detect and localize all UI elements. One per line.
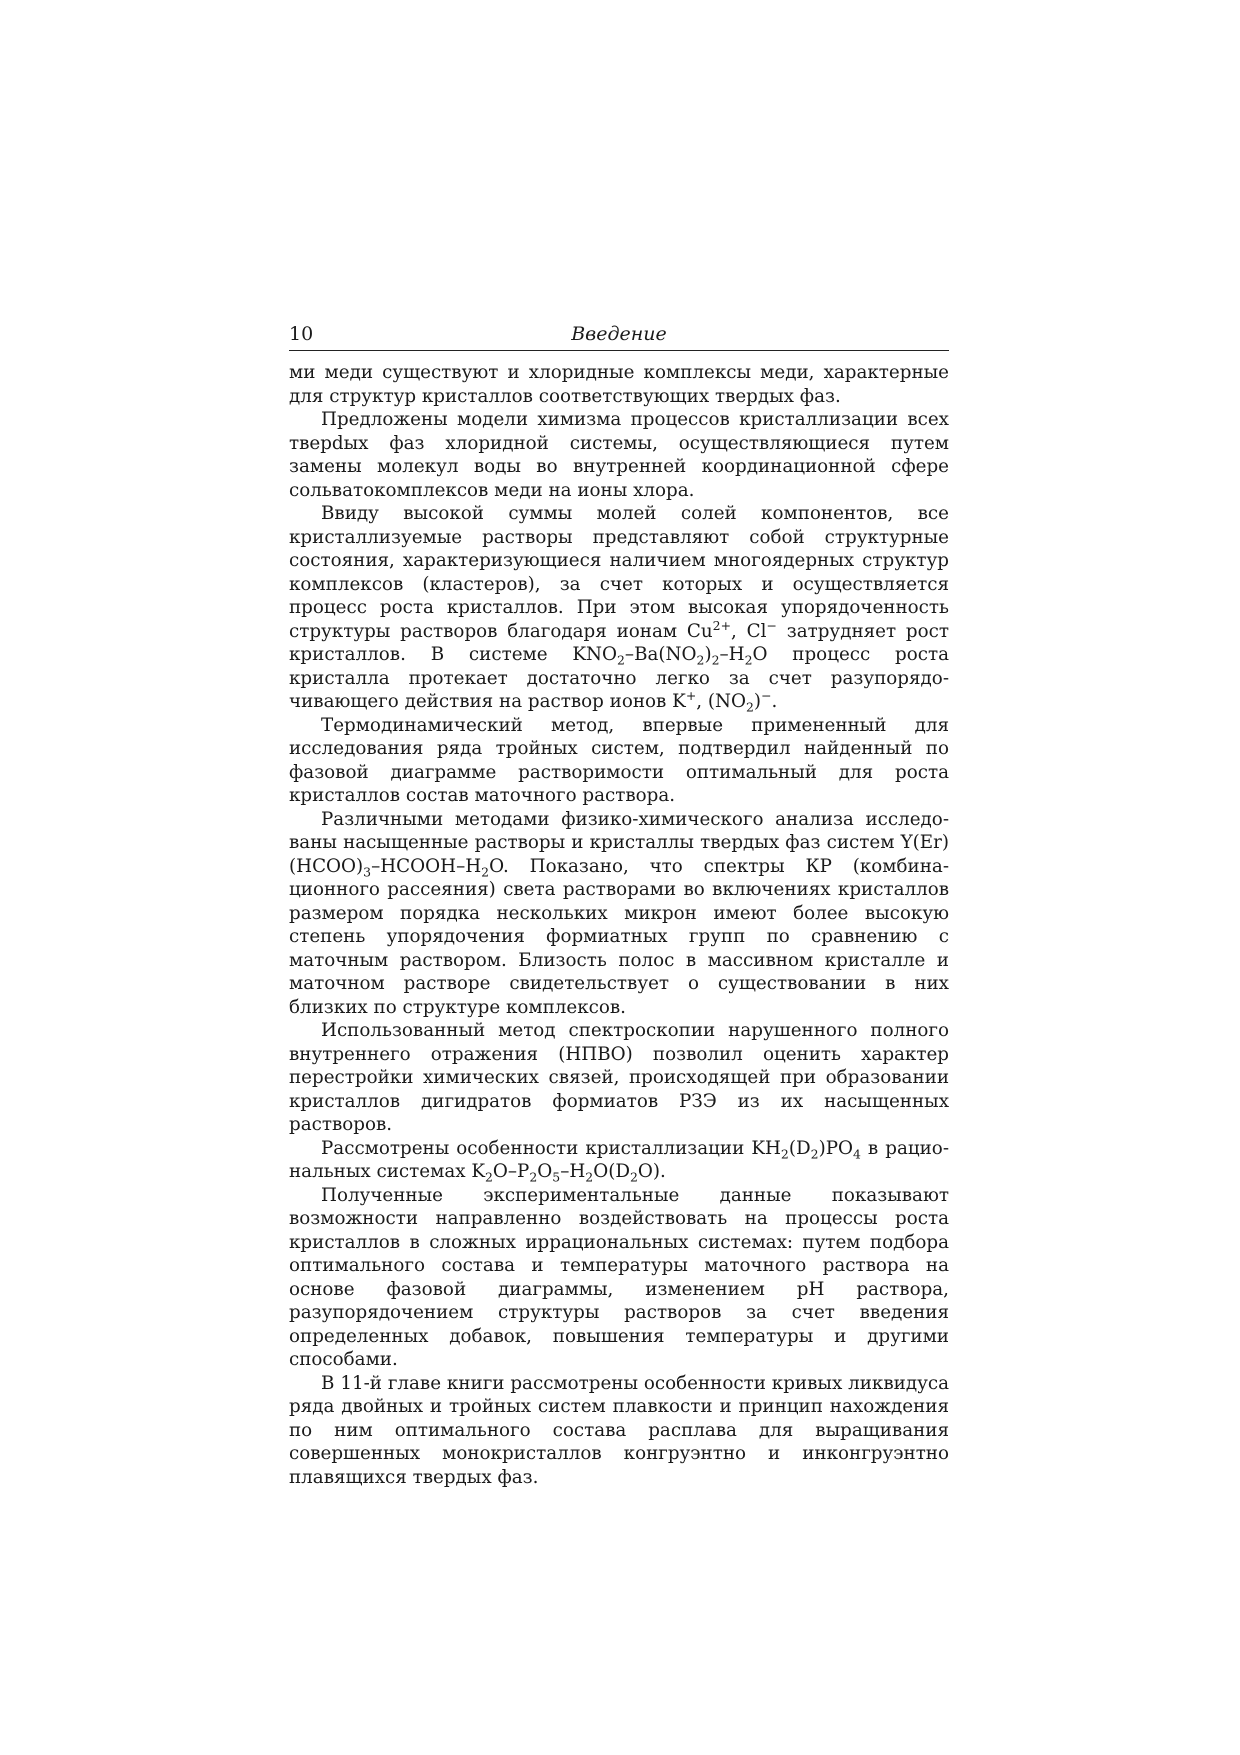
subscript: 2: [617, 652, 625, 668]
running-title: Введение: [571, 323, 667, 345]
text-run: Различными методами физико-химического анализа исследованы насыщенные растворы и кристаллы твердых фаз систем Y(Er)(HCOO): [289, 808, 949, 877]
superscript: −: [766, 617, 777, 633]
subscript: 2: [711, 652, 720, 668]
text-run: в рациональных системах K: [289, 1137, 949, 1182]
text-run: .: [771, 691, 778, 712]
superscript: −: [761, 687, 772, 703]
paragraph: ми меди существуют и хлоридные комплексы меди, характерные для структур кристаллов соответствующих твердых фаз.: [289, 362, 949, 407]
paragraph: В 11-й главе книги рассмотрены особенности кривых ликвидуса ряда двойных и тройных систем плавкости и принцип нахождения по ним оптимального состава расплава для выращивания совершенных монокристаллов конгруэнтно и инконгруэнтно плавящихся твердых фаз.: [289, 1372, 949, 1488]
text-run: , Cl: [731, 620, 767, 642]
paragraph: Предложены модели химизма процессов кристаллизации всех тверdых фаз хлоридной системы, осуществляющиеся путем замены молекул воды во внутренней координационной сфере сольватокомплексов меди на ионы хлора.: [289, 409, 949, 501]
text-run: , (NO: [696, 691, 746, 712]
subscript: 4: [852, 1146, 861, 1162]
text-run: O(D: [593, 1161, 630, 1182]
text-run: затрудняет рост кристаллов. В системе KNO: [289, 620, 949, 665]
subscript: 5: [552, 1169, 561, 1185]
subscript: 2: [780, 1146, 789, 1162]
text-run: Ввиду высокой суммы молей солей компонентов, все кристаллизуемые растворы представляют собой структурные состояния, характеризующиеся наличием многоядерных структур комплексов (кластеров), за счет которых и осуществляется процесс роста кристаллов. При этом высокая упорядоченность структуры растворов благодаря ионам Cu: [289, 503, 949, 642]
paragraph: Использованный метод спектроскопии нарушенного полного внутреннего отражения (НПВО) позволил оценить характер перестройки химических связей, происходящей при образовании кристаллов дигидратов формиатов РЗЭ из их насыщенных растворов.: [289, 1020, 949, 1135]
paragraph: Полученные экспериментальные данные показывают возможности направленно воздействовать на процессы роста кристаллов в сложных иррациональных системах: путем подбора оптимального состава и температуры маточного раствора на основе фазовой диаграммы, изменением pH раствора, разупорядочением структуры растворов за счет введения определенных добавок, повышения температуры и другими способами.: [289, 1184, 949, 1370]
subscript: 2: [585, 1169, 594, 1185]
book-page: [289, 318, 949, 1489]
paragraph: [289, 1137, 949, 1184]
text-run: ): [753, 691, 762, 712]
text-run: –H: [719, 644, 745, 665]
subscript: 2: [810, 1146, 819, 1162]
text-run: Рассмотрены особенности кристаллизации KH: [321, 1137, 781, 1159]
text-run: ): [704, 644, 712, 665]
superscript: 2+: [712, 617, 732, 633]
subscript: 2: [485, 1169, 493, 1185]
text-run: O).: [637, 1161, 666, 1182]
paragraph: [289, 808, 949, 1020]
text-run: O процесс роста кристалла протекает достаточно легко за счет разупорядочивающего действия на раствор ионов K: [289, 644, 949, 712]
superscript: +: [685, 687, 697, 703]
text-run: O: [537, 1161, 553, 1182]
subscript: 2: [630, 1169, 638, 1185]
text-run: (D: [788, 1137, 811, 1159]
body-text: [289, 361, 949, 1489]
subscript: 2: [529, 1169, 538, 1185]
subscript: 2: [744, 652, 753, 668]
subscript: 3: [363, 864, 372, 880]
text-run: )PO: [818, 1137, 853, 1159]
text-run: O–P: [492, 1161, 530, 1182]
text-run: –Ba(NO: [624, 644, 697, 665]
running-head: [289, 318, 949, 351]
subscript: 2: [746, 699, 754, 715]
paragraph: [289, 502, 949, 714]
paragraph: Термодинамический метод, впервые примененный для исследования ряда тройных систем, подтвердил найденный по фазовой диаграмме растворимости оптимальный для роста кристаллов состав маточного раствора.: [289, 714, 949, 806]
text-run: –HCOOH–H: [371, 855, 482, 877]
text-run: O. Показано, что спектры КР (комбинационного рассеяния) света растворами во включениях кристаллов размером порядка нескольких микрон имеют более высокую степень упорядочения формиатных групп по сравнению с маточным раствором. Близость полос в массивном кристалле и маточном растворе свидетельствует о существовании в них близких по структуре комплексов.: [289, 855, 949, 1018]
text-run: –H: [560, 1161, 586, 1182]
subscript: 2: [696, 652, 705, 668]
page-number: 10: [289, 323, 314, 345]
subscript: 2: [481, 864, 490, 880]
